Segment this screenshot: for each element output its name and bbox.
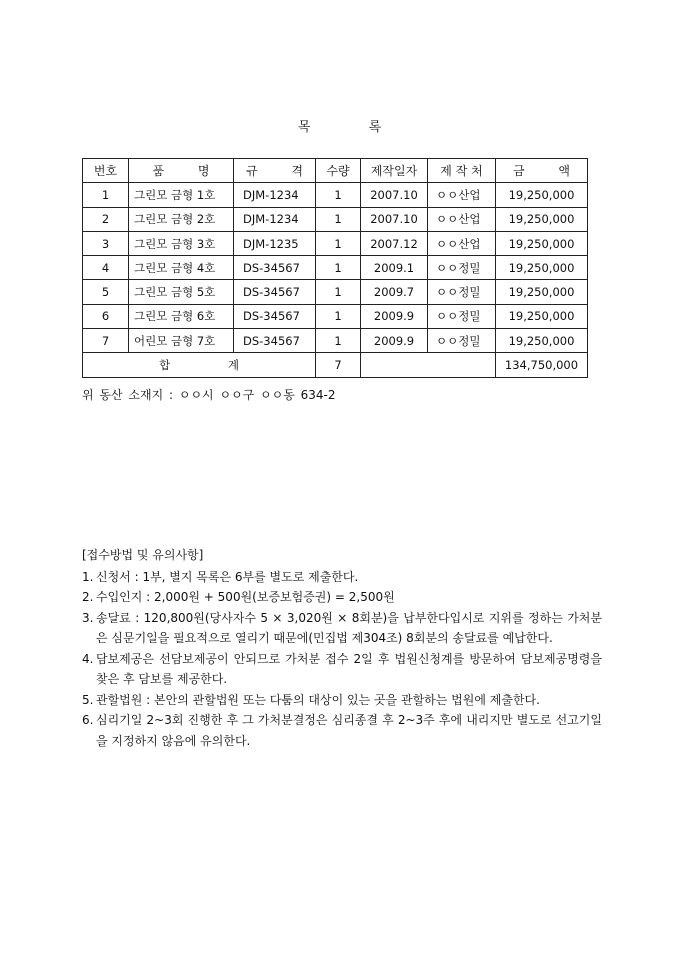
- cell-name: 그린모 금형 3호: [129, 231, 234, 255]
- table-row: [83, 207, 588, 231]
- cell-maker: ㅇㅇ정밀: [428, 280, 496, 304]
- cell-no: 7: [83, 329, 129, 353]
- cell-date: 2009.7: [361, 280, 428, 304]
- note-item: [82, 608, 602, 649]
- note-number: 2.: [82, 590, 94, 604]
- note-number: 6.: [82, 713, 94, 727]
- note-item: [82, 649, 602, 690]
- cell-no: 3: [83, 231, 129, 255]
- table-row: [83, 280, 588, 304]
- note-text: 신청서 : 1부, 별지 목록은 6부를 별도로 제출한다.: [96, 569, 359, 584]
- table-row: [83, 329, 588, 353]
- cell-spec: DS-34567: [234, 304, 316, 328]
- cell-qty: 1: [316, 329, 361, 353]
- notes-heading: [접수방법 및 유의사항]: [82, 548, 204, 562]
- table-row: [83, 231, 588, 255]
- total-amount: 134,750,000: [496, 353, 588, 377]
- cell-amount: 19,250,000: [496, 183, 588, 207]
- note-number: 5.: [82, 692, 94, 707]
- header-name: 품 명: [129, 159, 234, 183]
- property-location: 위 동산 소재지 : ㅇㅇ시 ㅇㅇ구 ㅇㅇ동 634-2: [82, 388, 336, 402]
- cell-spec: DS-34567: [234, 280, 316, 304]
- note-text: 송달료 : 120,800원(당사자수 5 × 3,020원 × 8회분)을 납부한다입시로 지위를 정하는 가처분은 심문기일을 필요적으로 열리기 때문에(민집법 제304조) 8회분의 송달료를 예납한다.: [96, 610, 602, 645]
- note-number: 4.: [82, 651, 94, 666]
- cell-name: 그린모 금형 2호: [129, 207, 234, 231]
- cell-name: 그린모 금형 5호: [129, 280, 234, 304]
- cell-qty: 1: [316, 256, 361, 280]
- cell-qty: 1: [316, 304, 361, 328]
- header-date: 제작일자: [361, 159, 428, 183]
- note-item: [82, 587, 602, 608]
- total-qty: 7: [316, 353, 361, 377]
- cell-date: 2009.1: [361, 256, 428, 280]
- cell-maker: ㅇㅇ산업: [428, 231, 496, 255]
- header-amount: 금 액: [496, 159, 588, 183]
- total-empty-cell: [361, 353, 496, 377]
- cell-maker: ㅇㅇ정밀: [428, 329, 496, 353]
- table-row: [83, 183, 588, 207]
- cell-no: 2: [83, 207, 129, 231]
- cell-name: 어린모 금형 7호: [129, 329, 234, 353]
- cell-maker: ㅇㅇ정밀: [428, 256, 496, 280]
- note-text: 담보제공은 선담보제공이 안되므로 가처분 접수 2일 후 법원신청계를 방문하여 담보제공명령을 찾은 후 담보를 제공한다.: [96, 651, 602, 686]
- cell-name: 그린모 금형 4호: [129, 256, 234, 280]
- cell-date: 2007.12: [361, 231, 428, 255]
- cell-spec: DS-34567: [234, 329, 316, 353]
- note-text: 수입인지 : 2,000원 + 500원(보증보험증권) = 2,500원: [96, 590, 395, 604]
- cell-maker: ㅇㅇ정밀: [428, 304, 496, 328]
- header-no: 번호: [83, 159, 129, 183]
- header-spec: 규 격: [234, 159, 316, 183]
- cell-no: 4: [83, 256, 129, 280]
- header-maker: 제 작 처: [428, 159, 496, 183]
- document-title: 목 록: [297, 120, 383, 135]
- cell-amount: 19,250,000: [496, 329, 588, 353]
- cell-spec: DS-34567: [234, 256, 316, 280]
- cell-name: 그린모 금형 1호: [129, 183, 234, 207]
- header-qty: 수량: [316, 159, 361, 183]
- total-row: [83, 353, 588, 377]
- note-item: [82, 710, 602, 751]
- cell-amount: 19,250,000: [496, 256, 588, 280]
- cell-qty: 1: [316, 207, 361, 231]
- cell-qty: 1: [316, 280, 361, 304]
- cell-qty: 1: [316, 231, 361, 255]
- cell-no: 1: [83, 183, 129, 207]
- note-text: 심리기일 2~3회 진행한 후 그 가처분결정은 심리종결 후 2~3주 후에 내리지만 별도로 선고기일을 지정하지 않음에 유의한다.: [96, 713, 602, 748]
- cell-amount: 19,250,000: [496, 207, 588, 231]
- cell-no: 5: [83, 280, 129, 304]
- cell-qty: 1: [316, 183, 361, 207]
- cell-date: 2007.10: [361, 207, 428, 231]
- cell-date: 2009.9: [361, 304, 428, 328]
- cell-maker: ㅇㅇ산업: [428, 207, 496, 231]
- cell-spec: DJM-1234: [234, 183, 316, 207]
- cell-name: 그린모 금형 6호: [129, 304, 234, 328]
- table-header-row: [83, 159, 588, 183]
- notes-section: [82, 545, 602, 751]
- cell-amount: 19,250,000: [496, 304, 588, 328]
- cell-maker: ㅇㅇ산업: [428, 183, 496, 207]
- cell-date: 2007.10: [361, 183, 428, 207]
- cell-amount: 19,250,000: [496, 280, 588, 304]
- cell-spec: DJM-1234: [234, 207, 316, 231]
- total-label: 합 계: [83, 353, 316, 377]
- items-table: [82, 158, 588, 378]
- cell-spec: DJM-1235: [234, 231, 316, 255]
- note-item: [82, 690, 602, 711]
- cell-no: 6: [83, 304, 129, 328]
- note-text: 관할법원 : 본안의 관할법원 또는 다툼의 대상이 있는 곳을 관할하는 법원에 제출한다.: [96, 692, 540, 707]
- note-number: 3.: [82, 610, 94, 625]
- note-item: [82, 567, 602, 588]
- cell-date: 2009.9: [361, 329, 428, 353]
- table-row: [83, 304, 588, 328]
- note-number: 1.: [82, 569, 94, 584]
- table-row: [83, 256, 588, 280]
- cell-amount: 19,250,000: [496, 231, 588, 255]
